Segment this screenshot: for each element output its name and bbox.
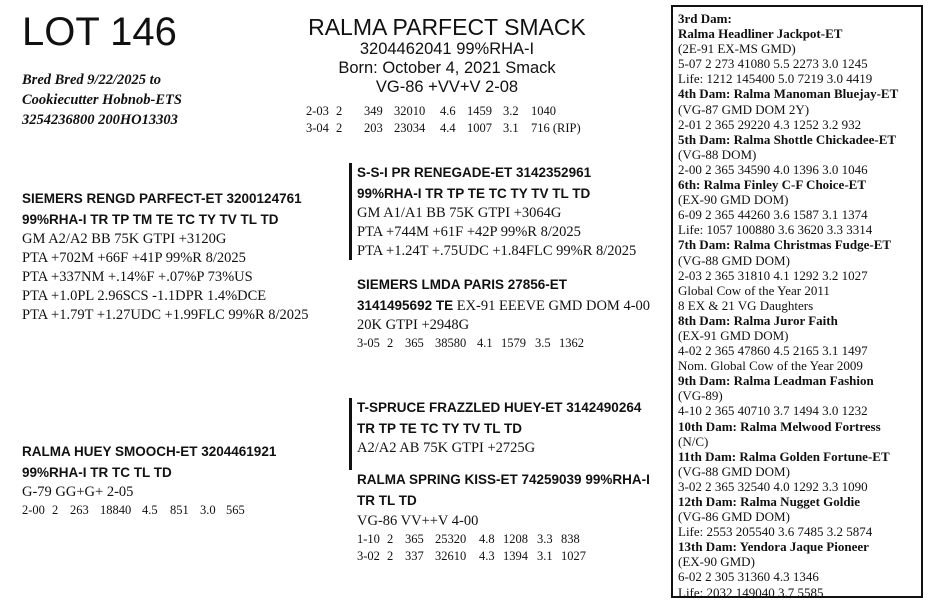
maternal-line-entry: 5-07 2 273 41080 5.5 2273 3.0 1245 [678,56,868,72]
rec-milkings: 2 [387,532,394,546]
maternal-line-entry: (EX-91 GMD DOM) [678,327,789,343]
dam-dam-subtitle: TR TL TD [357,493,417,508]
rec-days: 337 [405,549,424,563]
sire-subtitle: 99%RHA-I TR TP TM TE TC TY TV TL TD [22,212,279,227]
production-record [22,502,276,519]
rec-age: 1-10 [357,532,380,546]
maternal-line-entry: Nom. Global Cow of the Year 2009 [678,358,863,374]
rec-pro-pct: 3.1 [503,121,519,135]
sire-line: PTA +702M +66F +41P 99%R 8/2025 [22,250,246,266]
dam-sire-title: T-SPRUCE FRAZZLED HUEY-ET 3142490264 [357,400,642,415]
maternal-line-entry: 4-02 2 365 47860 4.5 2165 3.1 1497 [678,343,868,359]
maternal-line-entry: (2E-91 EX-MS GMD) [678,41,796,57]
maternal-line-entry: 3-02 2 365 32540 4.0 1292 3.3 1090 [678,478,868,494]
rec-pro-pct: 3.1 [537,549,553,563]
rec-milkings: 2 [336,121,343,135]
maternal-line-entry: 2-03 2 365 31810 4.1 1292 3.2 1027 [678,267,868,283]
rec-fat: 1579 [501,336,526,350]
maternal-line-entry: (VG-88 GMD DOM) [678,252,790,268]
maternal-line-entry: 8 EX & 21 VG Daughters [678,297,814,313]
sire-sire-line: PTA +744M +61F +42P 99%R 8/2025 [357,224,581,240]
production-record [357,335,650,352]
rec-milk: 23034 [394,121,426,135]
maternal-line-entry: 7th Dam: Ralma Christmas Fudge-ET [678,237,892,253]
dam-dam-title: RALMA SPRING KISS-ET 74259039 99%RHA-I [357,472,650,487]
rec-fat: 1459 [467,104,492,118]
maternal-line-box [671,5,923,598]
bred-line: 3254236800 200HO13303 [22,112,178,128]
sire-dam-line: 20K GTPI +2948G [357,317,470,333]
sire-sire-block [357,162,636,261]
animal-header [306,14,588,97]
sire-sire-title: S-S-I PR RENEGADE-ET 3142352961 [357,165,592,180]
rec-days: 365 [405,336,424,350]
pedigree-bracket [349,398,352,470]
dam-title: RALMA HUEY SMOOCH-ET 3204461921 [22,444,277,459]
maternal-line-entry: 6-02 2 305 31360 4.3 1346 [678,569,819,585]
sire-dam-title: SIEMERS LMDA PARIS 27856-ET [357,277,568,292]
sire-block [22,188,309,325]
bred-line: Bred Bred 9/22/2025 to [22,72,161,88]
animal-registration: 3204462041 99%RHA-I [359,40,535,58]
rec-age: 2-03 [306,104,329,118]
rec-pro-pct: 3.3 [537,532,553,546]
maternal-line-entry: Life: 1212 145400 5.0 7219 3.0 4419 [678,71,873,87]
production-record [357,548,650,565]
rec-fat-pct: 4.4 [440,121,456,135]
sire-line: PTA +337NM +.14%F +.07%P 73%US [22,269,253,285]
dam-block [22,441,276,519]
rec-fat: 1007 [467,121,492,135]
maternal-line-entry: 2-00 2 365 34590 4.0 1396 3.0 1046 [678,161,868,177]
pedigree-bracket [349,163,352,260]
sire-line: PTA +1.79T +1.27UDC +1.99FLC 99%R 8/2025 [22,307,309,323]
maternal-line-entry: 6th: Ralma Finley C-F Choice-ET [678,177,866,193]
rec-age: 3-02 [357,549,380,563]
sire-dam-classification: EX-91 EEEVE GMD DOM 4-00 [453,298,651,314]
maternal-line-entry: Ralma Headliner Jackpot-ET [678,26,843,42]
animal-records [306,103,581,137]
dam-subtitle: 99%RHA-I TR TC TL TD [22,465,172,480]
animal-born: Born: October 4, 2021 Smack [338,59,556,77]
maternal-line-entry: 5th Dam: Ralma Shottle Chickadee-ET [678,131,897,147]
rec-days: 263 [70,503,89,517]
rec-pro: 838 [561,532,580,546]
maternal-line-entry: Life: 2553 205540 3.6 7485 3.2 5874 [678,524,873,540]
maternal-line-entry: Life: 2032 149040 3.7 5585 [678,584,824,600]
production-record [357,531,650,548]
dam-sire-subtitle: TR TP TE TC TY TV TL TD [357,421,523,436]
rec-milkings: 2 [52,503,59,517]
maternal-line-entry: 6-09 2 365 44260 3.6 1587 3.1 1374 [678,207,868,223]
dam-sire-block [357,397,641,458]
maternal-line-entry: (VG-86 GMD DOM) [678,509,790,525]
maternal-line-entry: (N/C) [678,433,709,449]
rec-age: 3-04 [306,121,329,135]
maternal-line-entry: 4th Dam: Ralma Manoman Bluejay-ET [678,86,899,102]
maternal-line-entry: (VG-88 DOM) [678,146,757,162]
sire-dam-block [357,274,650,352]
rec-fat-pct: 4.3 [479,549,495,563]
rec-fat-pct: 4.5 [142,503,158,517]
sire-dam-reg: 3141495692 TE [357,298,454,313]
maternal-line-entry: (VG-89) [678,388,723,404]
maternal-line-entry: 2-01 2 365 29220 4.3 1252 3.2 932 [678,116,862,132]
rec-milk: 18840 [100,503,132,517]
rec-age: 3-05 [357,336,380,350]
dam-dam-line: VG-86 VV++V 4-00 [357,513,479,529]
rec-pro: 1027 [561,549,586,563]
dam-sire-line: A2/A2 AB 75K GTPI +2725G [357,440,536,456]
maternal-line-entry: 9th Dam: Ralma Leadman Fashion [678,373,874,389]
rec-milk: 32010 [394,104,426,118]
maternal-line-entry: 3rd Dam: [678,11,732,26]
maternal-line-entry: 11th Dam: Ralma Golden Fortune-ET [678,448,890,464]
sire-sire-line: GM A1/A1 BB 75K GTPI +3064G [357,205,562,221]
bred-line: Cookiecutter Hobnob-ETS [22,92,182,108]
rec-fat-pct: 4.6 [440,104,456,118]
rec-milk: 38580 [435,336,467,350]
rec-fat-pct: 4.1 [477,336,493,350]
animal-score: VG-86 +VV+V 2-08 [375,78,519,96]
production-record [306,120,581,137]
maternal-line-entry: (VG-88 GMD DOM) [678,463,790,479]
rec-age: 2-00 [22,503,45,517]
rec-pro: 1040 [531,104,556,118]
rec-fat: 851 [170,503,189,517]
dam-line: G-79 GG+G+ 2-05 [22,484,134,500]
rec-fat: 1394 [503,549,528,563]
sire-line: PTA +1.0PL 2.96SCS -1.1DPR 1.4%DCE [22,288,267,304]
lot-number: LOT 146 [22,10,177,54]
maternal-line-entry: 12th Dam: Ralma Nugget Goldie [678,494,860,509]
rec-milk: 32610 [435,549,467,563]
bred-info [22,70,182,130]
rec-pro-pct: 3.0 [200,503,216,517]
rec-milkings: 2 [336,104,343,118]
maternal-line-entry: 4-10 2 365 40710 3.7 1494 3.0 1232 [678,403,868,419]
rec-pro: 1362 [559,336,584,350]
maternal-line-entry: 13th Dam: Yendora Jaque Pioneer [678,539,869,555]
maternal-line-entry: (VG-87 GMD DOM 2Y) [678,101,810,117]
rec-fat: 1208 [503,532,528,546]
sire-sire-line: PTA +1.24T +.75UDC +1.84FLC 99%R 8/2025 [357,243,637,259]
rec-pro-pct: 3.5 [535,336,551,350]
rec-milk: 25320 [435,532,467,546]
rec-pro: 565 [226,503,245,517]
rec-milkings: 2 [387,336,394,350]
maternal-line-entry: Global Cow of the Year 2011 [678,282,830,298]
rec-milkings: 2 [387,549,394,563]
maternal-line-entry: 10th Dam: Ralma Melwood Fortress [678,418,881,434]
rec-fat-pct: 4.8 [479,532,495,546]
animal-name: RALMA PARFECT SMACK [308,14,586,40]
rec-days: 349 [364,104,383,118]
sire-sire-subtitle: 99%RHA-I TR TP TE TC TY TV TL TD [357,186,591,201]
rec-pro-pct: 3.2 [503,104,519,118]
sire-title: SIEMERS RENGD PARFECT-ET 3200124761 [22,191,302,206]
sire-line: GM A2/A2 BB 75K GTPI +3120G [22,231,227,247]
maternal-line-entry: Life: 1057 100880 3.6 3620 3.3 3314 [678,222,873,238]
rec-days: 203 [364,121,383,135]
rec-pro: 716 (RIP) [531,121,581,135]
dam-dam-block [357,469,650,565]
maternal-line-entry: 8th Dam: Ralma Juror Faith [678,312,838,328]
maternal-line-entry: (EX-90 GMD) [678,554,755,570]
rec-days: 365 [405,532,424,546]
maternal-line-entry: (EX-90 GMD DOM) [678,192,789,208]
production-record [306,103,581,120]
